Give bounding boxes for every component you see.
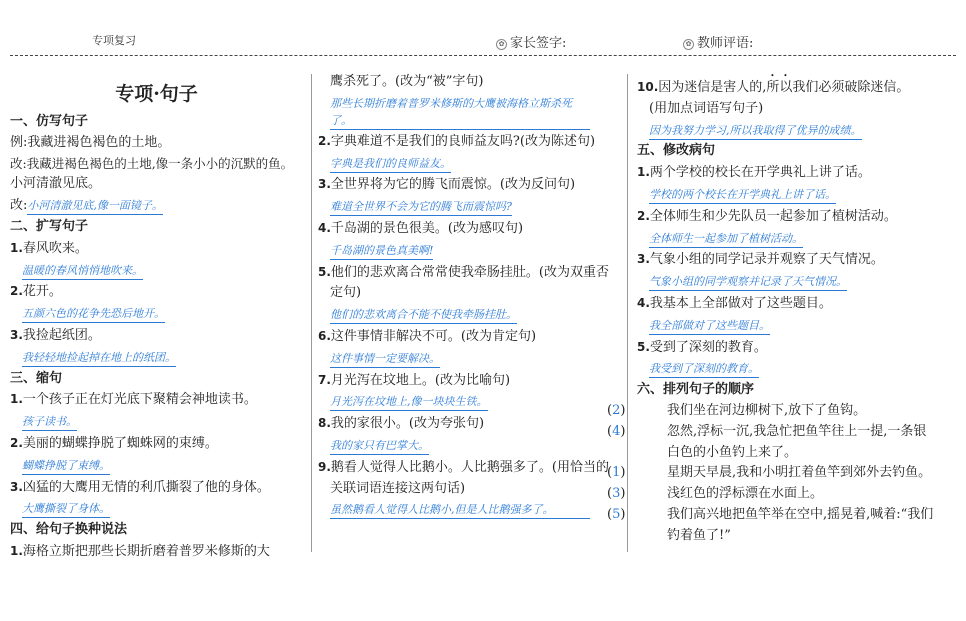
answer: 大鹰撕裂了身体。 bbox=[22, 500, 110, 518]
answer: 那些长期折磨着普罗米修斯的大鹰被海格立斯杀死了。 bbox=[330, 95, 590, 130]
order-item: (5) 我们高兴地把鱼竿举在空中,摇晃着,喊着:“我们钓着鱼了!” bbox=[607, 506, 934, 543]
column-middle bbox=[318, 72, 621, 522]
answer: 学校的两个校长在开学典礼上讲了话。 bbox=[649, 186, 836, 204]
answer: 字典是我们的良师益友。 bbox=[330, 155, 451, 173]
answer: 小河清澈见底,像一面镜子。 bbox=[27, 197, 163, 215]
question: 6.这件事情非解决不可。(改为肯定句) bbox=[318, 328, 537, 344]
question: 5.受到了深刻的教育。 bbox=[637, 339, 767, 355]
page-title: 专项·句子 bbox=[115, 83, 198, 105]
answer: 千岛湖的景色真美啊! bbox=[330, 242, 433, 260]
question: 2.全体师生和少先队员一起参加了植树活动。 bbox=[637, 208, 897, 224]
question-note: (用加点词语写句子) bbox=[649, 100, 764, 116]
answer: 月光泻在坟地上,像一块块生铁。 bbox=[330, 393, 488, 411]
question: 鹰杀死了。(改为“被”字句) bbox=[330, 74, 484, 89]
question: 10.因为迷信是害人的,所以我们必须破除迷信。 bbox=[637, 80, 910, 95]
section-heading: 四、给句子换种说法 bbox=[10, 522, 128, 538]
order-number: 3 bbox=[612, 486, 621, 502]
column-right bbox=[607, 72, 937, 547]
example-prompt: 例:我藏进褐色褐色的土地。 bbox=[10, 134, 171, 150]
section-heading: 二、扩写句子 bbox=[10, 218, 89, 234]
question: 8.我的家很小。(改为夸张句) bbox=[318, 416, 485, 432]
section-heading: 六、排列句子的顺序 bbox=[637, 382, 755, 398]
section-heading: 一、仿写句子 bbox=[10, 114, 89, 129]
answer: 我受到了深刻的教育。 bbox=[649, 360, 759, 378]
parent-signature-label: ✿ 家长签字: bbox=[496, 32, 566, 51]
question: 4.千岛湖的景色很美。(改为感叹句) bbox=[318, 220, 524, 236]
teacher-comment-label: ✿ 教师评语: bbox=[683, 32, 753, 51]
question: 2.花开。 bbox=[10, 284, 62, 300]
question: 3.气象小组的同学记录并观察了天气情况。 bbox=[637, 252, 884, 268]
question: 1.海格立斯把那些长期折磨着普罗米修斯的大 bbox=[10, 543, 270, 559]
question: 4.我基本上全部做对了这些题目。 bbox=[637, 295, 832, 311]
order-number: 4 bbox=[612, 423, 621, 439]
column-left bbox=[10, 72, 303, 563]
section-heading: 五、修改病句 bbox=[637, 143, 716, 159]
order-item: (1) 星期天早晨,我和小明扛着鱼竿到郊外去钓鱼。 bbox=[607, 465, 932, 481]
answer: 气象小组的同学观察并记录了天气情况。 bbox=[649, 273, 847, 291]
question: 1.一个孩子正在灯光底下聚精会神地读书。 bbox=[10, 392, 257, 408]
order-item: (4) 忽然,浮标一沉,我急忙把鱼竿往上一提,一条银白色的小鱼钓上来了。 bbox=[607, 423, 927, 460]
flower-icon: ✿ bbox=[496, 39, 507, 50]
question: 1.春风吹来。 bbox=[10, 240, 88, 256]
question: 7.月光泻在坟地上。(改为比喻句) bbox=[318, 372, 511, 388]
order-item: (2) 我们坐在河边柳树下,放下了鱼钩。 bbox=[607, 402, 867, 418]
flower-icon: ✿ bbox=[683, 39, 694, 50]
question: 5.他们的悲欢离合常常使我牵肠挂肚。(改为双重否定句) bbox=[318, 264, 609, 301]
answer-row: 改:小河清澈见底,像一面镜子。 bbox=[10, 198, 163, 214]
question: 3.凶猛的大鹰用无情的利爪撕裂了他的身体。 bbox=[10, 479, 270, 495]
answer: 他们的悲欢离合不能不使我牵肠挂肚。 bbox=[330, 306, 517, 324]
answer: 这件事情一定要解决。 bbox=[330, 350, 440, 368]
answer: 孩子读书。 bbox=[22, 413, 77, 431]
example-change: 改:我藏进褐色褐色的土地,像一条小小的沉默的鱼。 bbox=[10, 155, 294, 171]
question: 9.鹅看人觉得人比鹅小。人比鹅强多了。(用恰当的关联词语连接这两句话) bbox=[318, 459, 609, 496]
order-item: (3) 浅红色的浮标漂在水面上。 bbox=[607, 486, 824, 502]
answer: 五颜六色的花争先恐后地开。 bbox=[22, 305, 165, 323]
answer: 全体师生一起参加了植树活动。 bbox=[649, 230, 803, 248]
answer: 蝴蝶挣脱了束缚。 bbox=[22, 457, 110, 475]
answer: 我全部做对了这些题目。 bbox=[649, 317, 770, 335]
question: 1.两个学校的校长在开学典礼上讲了话。 bbox=[637, 165, 871, 181]
answer: 因为我努力学习,所以我取得了优异的成绩。 bbox=[649, 122, 862, 140]
header-section-label: 专项复习 bbox=[92, 34, 136, 47]
question: 2.字典难道不是我们的良师益友吗?(改为陈述句) bbox=[318, 133, 596, 149]
answer: 难道全世界不会为它的腾飞而震惊吗? bbox=[330, 198, 512, 216]
column-divider bbox=[311, 74, 312, 552]
answer: 温暖的春风悄悄地吹来。 bbox=[22, 262, 143, 280]
section-heading: 三、缩句 bbox=[10, 370, 63, 386]
order-number: 2 bbox=[612, 402, 621, 418]
page-header bbox=[0, 0, 966, 58]
question: 3.我捡起纸团。 bbox=[10, 327, 101, 343]
answer: 我的家只有巴掌大。 bbox=[330, 437, 429, 455]
header-divider bbox=[10, 55, 956, 56]
question: 2.美丽的蝴蝶挣脱了蜘蛛网的束缚。 bbox=[10, 435, 218, 451]
emphasized-words: 所以 bbox=[766, 80, 793, 95]
order-number: 1 bbox=[612, 465, 621, 481]
question: 3.全世界将为它的腾飞而震惊。(改为反问句) bbox=[318, 177, 576, 193]
column-divider bbox=[627, 74, 628, 552]
order-number: 5 bbox=[612, 506, 621, 522]
answer: 我轻轻地捡起掉在地上的纸团。 bbox=[22, 349, 176, 367]
question: 小河清澈见底。 bbox=[10, 176, 102, 192]
answer: 虽然鹅看人觉得人比鹅小,但是人比鹅强多了。 bbox=[330, 501, 590, 519]
